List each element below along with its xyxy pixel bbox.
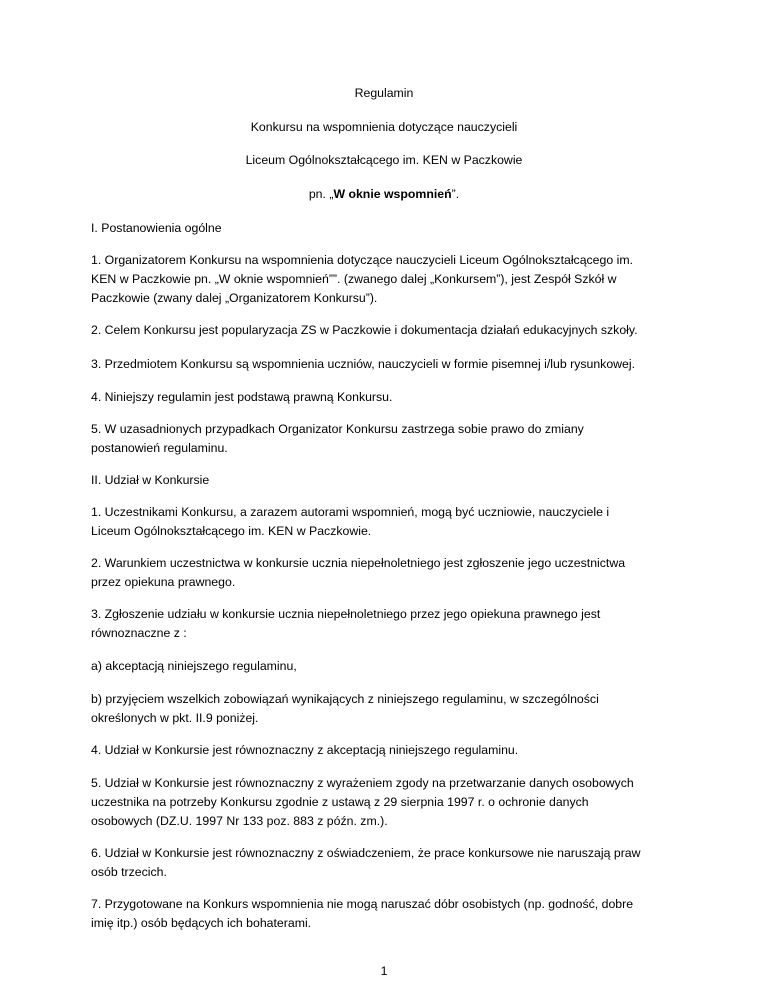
section-2-paragraph-1 (91, 503, 691, 541)
paragraph-line: określonych w pkt. II.9 poniżej. (91, 711, 259, 725)
section-2-paragraph-5 (91, 774, 691, 831)
section-1-paragraph-5 (91, 420, 691, 458)
contest-name-prefix: pn. „ (308, 187, 334, 201)
paragraph-line: 1. Uczestnikami Konkursu, a zarazem autorami wspomnień, mogą być uczniowie, nauczyciele i (91, 505, 610, 519)
paragraph-line: b) przyjęciem wszelkich zobowiązań wynikających z niniejszego regulaminu, w szczególności (91, 692, 599, 706)
section-2-item-b (91, 690, 691, 728)
document-subtitle-1: Konkursu na wspomnienia dotyczące nauczycieli (250, 120, 518, 134)
section-2-paragraph-7 (91, 895, 691, 933)
paragraph-line: osobowych (DZ.U. 1997 Nr 133 poz. 883 z późn. zm.). (91, 814, 388, 828)
paragraph-line: 1. Organizatorem Konkursu na wspomnienia dotyczące nauczycieli Liceum Ogólnokształcącego im. (91, 253, 634, 267)
paragraph-line: przez opiekuna prawnego. (91, 575, 236, 589)
section-1-paragraph-3: 3. Przedmiotem Konkursu są wspomnienia uczniów, nauczycieli w formie pisemnej i/lub rysunkowej. (91, 357, 636, 371)
section-2-paragraph-4: 4. Udział w Konkursie jest równoznaczny z akceptacją niniejszego regulaminu. (91, 743, 519, 757)
paragraph-line: osób trzecich. (91, 865, 167, 879)
document-subtitle-2: Liceum Ogólnokształcącego im. KEN w Paczkowie (245, 153, 523, 167)
paragraph-line: równoznaczne z : (91, 626, 187, 640)
paragraph-line: imię itp.) osób będących ich bohaterami. (91, 916, 312, 930)
paragraph-line: 6. Udział w Konkursie jest równoznaczny z oświadczeniem, że prace konkursowe nie naruszają praw (91, 846, 641, 860)
contest-name-suffix: ”. (451, 187, 460, 201)
paragraph-line: uczestnika na potrzeby Konkursu zgodnie z ustawą z 29 sierpnia 1997 r. o ochronie danych (91, 795, 589, 809)
section-2-paragraph-3 (91, 605, 691, 643)
paragraph-line: Paczkowie (zwany dalej „Organizatorem Konkursu”). (91, 291, 378, 305)
paragraph-line: Liceum Ogólnokształcącego im. KEN w Paczkowie. (91, 524, 372, 538)
paragraph-line: 5. Udział w Konkursie jest równoznaczny z wyrażeniem zgody na przetwarzanie danych osobowych (91, 776, 634, 790)
paragraph-line: 7. Przygotowane na Konkurs wspomnienia nie mogą naruszać dóbr osobistych (np. godność, dobre (91, 897, 634, 911)
section-1-paragraph-1 (91, 251, 691, 308)
paragraph-line: 3. Zgłoszenie udziału w konkursie ucznia niepełnoletniego przez jego opiekuna prawnego jest (91, 607, 601, 621)
contest-name (0, 187, 768, 201)
section-1-heading: I. Postanowienia ogólne (91, 221, 222, 235)
page-number: 1 (380, 964, 388, 978)
document-title: Regulamin (354, 86, 414, 100)
section-2-paragraph-2 (91, 554, 691, 592)
paragraph-line: postanowień regulaminu. (91, 441, 228, 455)
contest-name-bold: W oknie wspomnień (333, 187, 452, 201)
section-2-item-a: a) akceptacją niniejszego regulaminu, (91, 659, 297, 673)
section-2-paragraph-6 (91, 844, 691, 882)
section-1-paragraph-4: 4. Niniejszy regulamin jest podstawą prawną Konkursu. (91, 390, 393, 404)
section-2-heading: II. Udział w Konkursie (91, 473, 210, 487)
paragraph-line: 5. W uzasadnionych przypadkach Organizator Konkursu zastrzega sobie prawo do zmiany (91, 422, 584, 436)
section-1-paragraph-2: 2. Celem Konkursu jest popularyzacja ZS w Paczkowie i dokumentacja działań edukacyjnych szkoły. (91, 323, 638, 337)
paragraph-line: 2. Warunkiem uczestnictwa w konkursie ucznia niepełnoletniego jest zgłoszenie jego uczestnictwa (91, 556, 626, 570)
paragraph-line: KEN w Paczkowie pn. „W oknie wspomnień””. (zwanego dalej „Konkursem”), jest Zespół Szkół w (91, 272, 617, 286)
